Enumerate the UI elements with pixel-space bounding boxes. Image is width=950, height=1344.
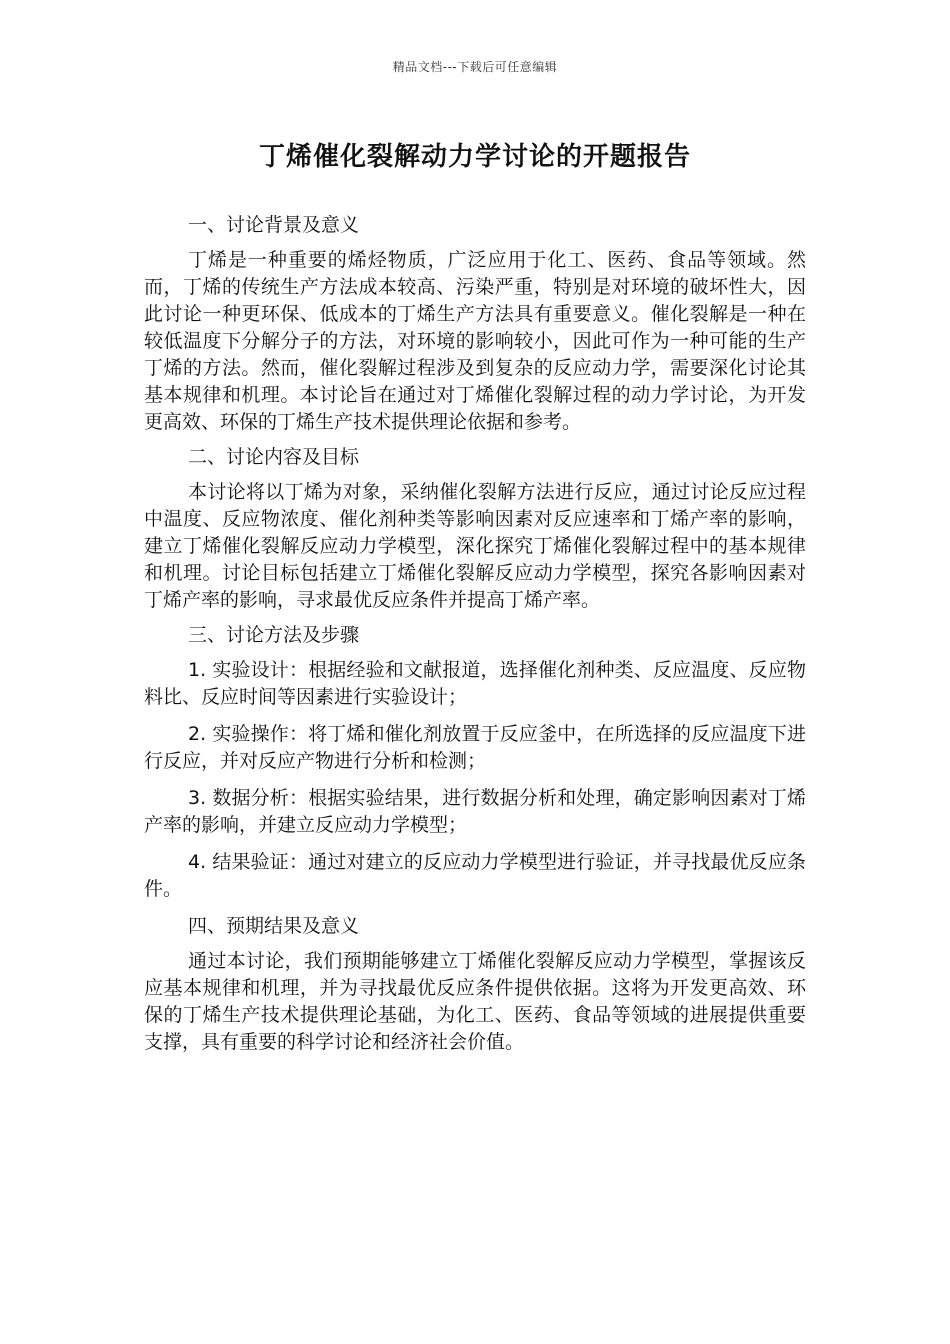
method-step-2: 2. 实验操作：将丁烯和催化剂放置于反应釜中，在所选择的反应温度下进行反应，并对反应产物进行分析和检测；	[144, 723, 806, 772]
document-body	[144, 212, 806, 1064]
method-step-3: 3. 数据分析：根据实验结果，进行数据分析和处理，确定影响因素对丁烯产率的影响，并建立反应动力学模型；	[144, 787, 806, 836]
header-note: 精品文档---下载后可任意编辑	[392, 60, 558, 74]
method-step-4: 4. 结果验证：通过对建立的反应动力学模型进行验证，并寻找最优反应条件。	[144, 851, 806, 900]
section-heading-content-goals: 二、讨论内容及目标	[188, 446, 360, 468]
method-step-1: 1. 实验设计：根据经验和文献报道，选择催化剂种类、反应温度、反应物料比、反应时间等因素进行实验设计；	[144, 659, 806, 708]
section-body-content-goals: 本讨论将以丁烯为对象，采纳催化裂解方法进行反应，通过讨论反应过程中温度、反应物浓度、催化剂种类等影响因素对反应速率和丁烯产率的影响，建立丁烯催化裂解反应动力学模型，深化探究丁烯催化裂解过程中的基本规律和机理。讨论目标包括建立丁烯催化裂解反应动力学模型，探究各影响因素对丁烯产率的影响，寻求最优反应条件并提高丁烯产率。	[144, 481, 806, 611]
section-body-expected-results: 通过本讨论，我们预期能够建立丁烯催化裂解反应动力学模型，掌握该反应基本规律和机理，并为寻找最优反应条件提供依据。这将为开发更高效、环保的丁烯生产技术提供理论基础，为化工、医药、食品等领域的进展提供重要支撑，具有重要的科学讨论和经济社会价值。	[144, 950, 806, 1053]
section-heading-methods: 三、讨论方法及步骤	[188, 624, 360, 646]
section-body-background: 丁烯是一种重要的烯烃物质，广泛应用于化工、医药、食品等领域。然而，丁烯的传统生产方法成本较高、污染严重，特别是对环境的破坏性大，因此讨论一种更环保、低成本的丁烯生产方法具有重要意义。催化裂解是一种在较低温度下分解分子的方法，对环境的影响较小，因此可作为一种可能的生产丁烯的方法。然而，催化裂解过程涉及到复杂的反应动力学，需要深化讨论其基本规律和机理。本讨论旨在通过对丁烯催化裂解过程的动力学讨论，为开发更高效、环保的丁烯生产技术提供理论依据和参考。	[144, 249, 806, 433]
section-heading-expected-results: 四、预期结果及意义	[188, 915, 360, 937]
document-title: 丁烯催化裂解动力学讨论的开题报告	[258, 142, 691, 172]
section-heading-background: 一、讨论背景及意义	[188, 214, 360, 236]
